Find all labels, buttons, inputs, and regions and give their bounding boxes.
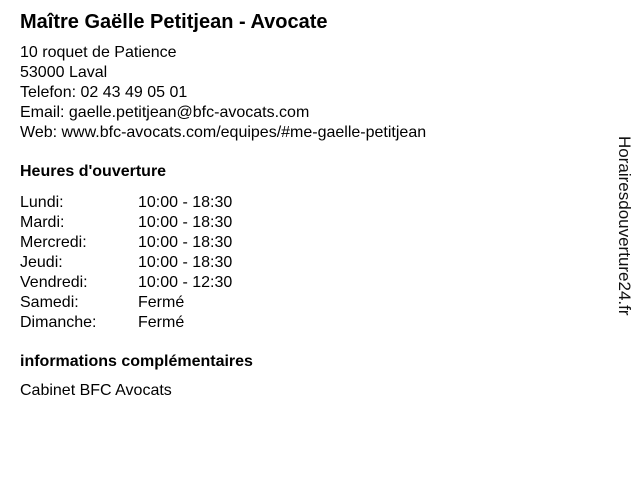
hours-time: 10:00 - 18:30 (138, 214, 233, 231)
info-text: Cabinet BFC Avocats (20, 382, 172, 399)
brand-watermark: Horairesdouverture24.fr (615, 136, 634, 316)
hours-time: 10:00 - 12:30 (138, 274, 233, 291)
hours-day: Vendredi: (20, 274, 88, 291)
city-address: 53000 Laval (20, 64, 108, 81)
hours-time: Fermé (138, 314, 185, 331)
hours-day: Lundi: (20, 194, 64, 211)
hours-row (20, 213, 232, 233)
info-heading: informations complémentaires (20, 353, 253, 370)
hours-row (20, 233, 232, 253)
website-address: Web: www.bfc-avocats.com/equipes/#me-gaelle-petitjean (20, 124, 427, 141)
address-block (20, 43, 600, 143)
page-title: Maître Gaëlle Petitjean - Avocate (20, 11, 328, 33)
hours-row (20, 273, 232, 293)
hours-day: Mercredi: (20, 234, 87, 251)
hours-time: 10:00 - 18:30 (138, 254, 233, 271)
hours-day: Samedi: (20, 294, 79, 311)
hours-day: Mardi: (20, 214, 65, 231)
hours-row (20, 293, 232, 313)
phone-number: Telefon: 02 43 49 05 01 (20, 84, 188, 101)
opening-hours-table (20, 193, 232, 333)
business-card (20, 10, 600, 401)
street-address: 10 roquet de Patience (20, 44, 177, 61)
hours-day: Jeudi: (20, 254, 63, 271)
hours-row (20, 193, 232, 213)
hours-time: Fermé (138, 294, 185, 311)
hours-day: Dimanche: (20, 314, 97, 331)
hours-time: 10:00 - 18:30 (138, 234, 233, 251)
hours-heading: Heures d'ouverture (20, 163, 167, 180)
hours-time: 10:00 - 18:30 (138, 194, 233, 211)
hours-row (20, 253, 232, 273)
email-address: Email: gaelle.petitjean@bfc-avocats.com (20, 104, 310, 121)
hours-row (20, 313, 232, 333)
